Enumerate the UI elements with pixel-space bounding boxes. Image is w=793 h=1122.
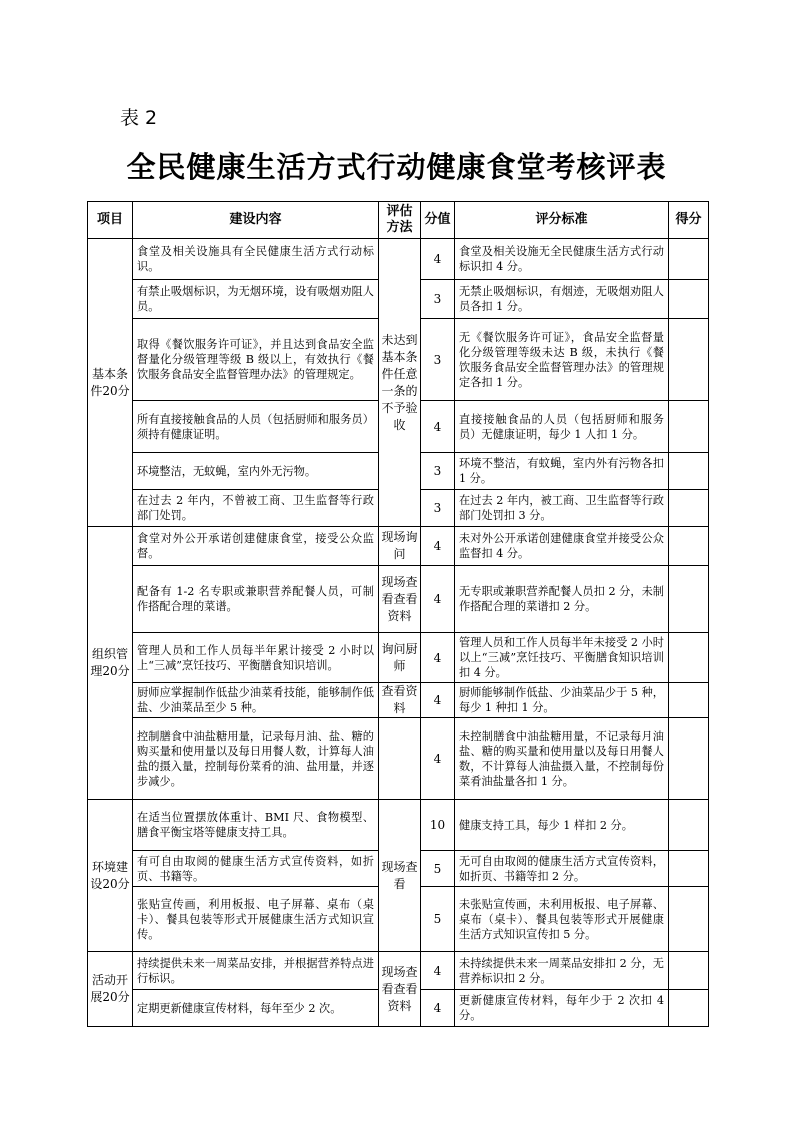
table-label: 表 2: [120, 107, 158, 129]
score-cell: 3: [421, 280, 455, 319]
obtained-score-cell[interactable]: [669, 990, 709, 1027]
score-cell: 4: [421, 718, 455, 800]
method-cell: 现场查看查看资料: [379, 952, 421, 1027]
criteria-cell: 未对外公开承诺创建健康食堂并接受公众监督扣 4 分。: [455, 527, 669, 566]
score-cell: 3: [421, 453, 455, 490]
page-title: 全民健康生活方式行动健康食堂考核评表: [126, 150, 667, 184]
content-cell: 食堂对外公开承诺创建健康食堂，接受公众监督。: [133, 527, 379, 566]
score-cell: 5: [421, 887, 455, 952]
method-cell: 现场查看查看资料: [379, 566, 421, 633]
criteria-cell: 未持续提供未来一周菜品安排扣 2 分，无营养标识扣 2 分。: [455, 952, 669, 990]
header-item: 项目: [88, 202, 133, 239]
obtained-score-cell[interactable]: [669, 718, 709, 800]
criteria-cell: 无《餐饮服务许可证》，食品安全监督量化分级管理等级未达 B 级，未执行《餐饮服务食品安全监督管理办法》的管理规定各扣 1 分。: [455, 319, 669, 401]
score-cell: 3: [421, 319, 455, 401]
content-cell: 厨师应掌握制作低盐少油菜肴技能，能够制作低盐、少油菜品至少 5 种。: [133, 683, 379, 718]
header-criteria: 评分标准: [455, 202, 669, 239]
criteria-cell: 无可自由取阅的健康生活方式宣传资料，如折页、书籍等扣 2 分。: [455, 851, 669, 887]
content-cell: 取得《餐饮服务许可证》，并且达到食品安全监督量化分级管理等级 B 级以上，有效执行《餐饮服务食品安全监督管理办法》的管理规定。: [133, 319, 379, 401]
group-name: 基本条件20分: [88, 239, 133, 527]
content-cell: 有可自由取阅的健康生活方式宣传资料，如折页、书籍等。: [133, 851, 379, 887]
obtained-score-cell[interactable]: [669, 319, 709, 401]
table-row: [88, 718, 709, 800]
header-method: 评估方法: [379, 202, 421, 239]
score-cell: 4: [421, 633, 455, 683]
method-cell: 现场查看: [379, 800, 421, 952]
method-cell: 未达到基本条件任意一条的不予验收: [379, 239, 421, 527]
header-row: [88, 202, 709, 239]
content-cell: 持续提供未来一周菜品安排，并根据营养特点进行标识。: [133, 952, 379, 990]
assessment-table: [87, 201, 709, 1027]
method-cell: 询问厨师: [379, 633, 421, 683]
obtained-score-cell[interactable]: [669, 887, 709, 952]
content-cell: 张贴宣传画，利用板报、电子屏幕、桌布（桌卡）、餐具包装等形式开展健康生活方式知识宣传。: [133, 887, 379, 952]
content-cell: 有禁止吸烟标识，为无烟环境，设有吸烟劝阻人员。: [133, 280, 379, 319]
group-name: 活动开展20分: [88, 952, 133, 1027]
obtained-score-cell[interactable]: [669, 453, 709, 490]
criteria-cell: 食堂及相关设施无全民健康生活方式行动标识扣 4 分。: [455, 239, 669, 280]
criteria-cell: 无禁止吸烟标识，有烟迹，无吸烟劝阻人员各扣 1 分。: [455, 280, 669, 319]
obtained-score-cell[interactable]: [669, 490, 709, 527]
content-cell: 环境整洁，无蚊蝇，室内外无污物。: [133, 453, 379, 490]
obtained-score-cell[interactable]: [669, 683, 709, 718]
content-cell: 配备有 1-2 名专职或兼职营养配餐人员，可制作搭配合理的菜谱。: [133, 566, 379, 633]
score-cell: 4: [421, 566, 455, 633]
group-name: 组织管理20分: [88, 527, 133, 800]
obtained-score-cell[interactable]: [669, 239, 709, 280]
criteria-cell: 环境不整洁，有蚊蝇，室内外有污物各扣 1 分。: [455, 453, 669, 490]
criteria-cell: 厨师能够制作低盐、少油菜品少于 5 种，每少 1 种扣 1 分。: [455, 683, 669, 718]
criteria-cell: 未控制膳食中油盐糖用量，不记录每月油盐、糖的购买量和使用量以及每日用餐人数，不计算每人油盐摄入量，不控制每份菜肴油盐量各扣 1 分。: [455, 718, 669, 800]
table-row: [88, 683, 709, 718]
obtained-score-cell[interactable]: [669, 527, 709, 566]
method-cell: [379, 718, 421, 800]
criteria-cell: 健康支持工具，每少 1 样扣 2 分。: [455, 800, 669, 851]
table-row: [88, 633, 709, 683]
method-cell: 查看资料: [379, 683, 421, 718]
criteria-cell: 未张贴宣传画，未利用板报、电子屏幕、桌布（桌卡）、餐具包装等形式开展健康生活方式知识宣传扣 5 分。: [455, 887, 669, 952]
obtained-score-cell[interactable]: [669, 280, 709, 319]
obtained-score-cell[interactable]: [669, 401, 709, 453]
table-row: [88, 566, 709, 633]
content-cell: 管理人员和工作人员每半年累计接受 2 小时以上“三减”烹饪技巧、平衡膳食知识培训。: [133, 633, 379, 683]
score-cell: 10: [421, 800, 455, 851]
score-cell: 4: [421, 527, 455, 566]
obtained-score-cell[interactable]: [669, 952, 709, 990]
content-cell: 控制膳食中油盐糖用量，记录每月油、盐、糖的购买量和使用量以及每日用餐人数，计算每人油盐的摄入量，控制每份菜肴的油、盐用量，并逐步减少。: [133, 718, 379, 800]
criteria-cell: 更新健康宣传材料，每年少于 2 次扣 4 分。: [455, 990, 669, 1027]
table-row: [88, 952, 709, 990]
score-cell: 3: [421, 490, 455, 527]
header-obtained: 得分: [669, 202, 709, 239]
content-cell: 在过去 2 年内，不曾被工商、卫生监督等行政部门处罚。: [133, 490, 379, 527]
header-score: 分值: [421, 202, 455, 239]
table-row: [88, 239, 709, 280]
header-content: 建设内容: [133, 202, 379, 239]
criteria-cell: 无专职或兼职营养配餐人员扣 2 分，未制作搭配合理的菜谱扣 2 分。: [455, 566, 669, 633]
content-cell: 所有直接接触食品的人员（包括厨师和服务员）须持有健康证明。: [133, 401, 379, 453]
obtained-score-cell[interactable]: [669, 566, 709, 633]
score-cell: 4: [421, 990, 455, 1027]
group-name: 环境建设20分: [88, 800, 133, 952]
score-cell: 4: [421, 239, 455, 280]
obtained-score-cell[interactable]: [669, 851, 709, 887]
score-cell: 4: [421, 683, 455, 718]
score-cell: 4: [421, 401, 455, 453]
content-cell: 定期更新健康宣传材料，每年至少 2 次。: [133, 990, 379, 1027]
criteria-cell: 直接接触食品的人员（包括厨师和服务员）无健康证明，每少 1 人扣 1 分。: [455, 401, 669, 453]
obtained-score-cell[interactable]: [669, 633, 709, 683]
criteria-cell: 管理人员和工作人员每半年未接受 2 小时以上“三减”烹饪技巧、平衡膳食知识培训扣 4 分。: [455, 633, 669, 683]
obtained-score-cell[interactable]: [669, 800, 709, 851]
method-cell: 现场询问: [379, 527, 421, 566]
score-cell: 4: [421, 952, 455, 990]
content-cell: 食堂及相关设施具有全民健康生活方式行动标识。: [133, 239, 379, 280]
score-cell: 5: [421, 851, 455, 887]
table-row: [88, 527, 709, 566]
table-row: [88, 800, 709, 851]
content-cell: 在适当位置摆放体重计、BMI 尺、食物模型、膳食平衡宝塔等健康支持工具。: [133, 800, 379, 851]
criteria-cell: 在过去 2 年内，被工商、卫生监督等行政部门处罚扣 3 分。: [455, 490, 669, 527]
